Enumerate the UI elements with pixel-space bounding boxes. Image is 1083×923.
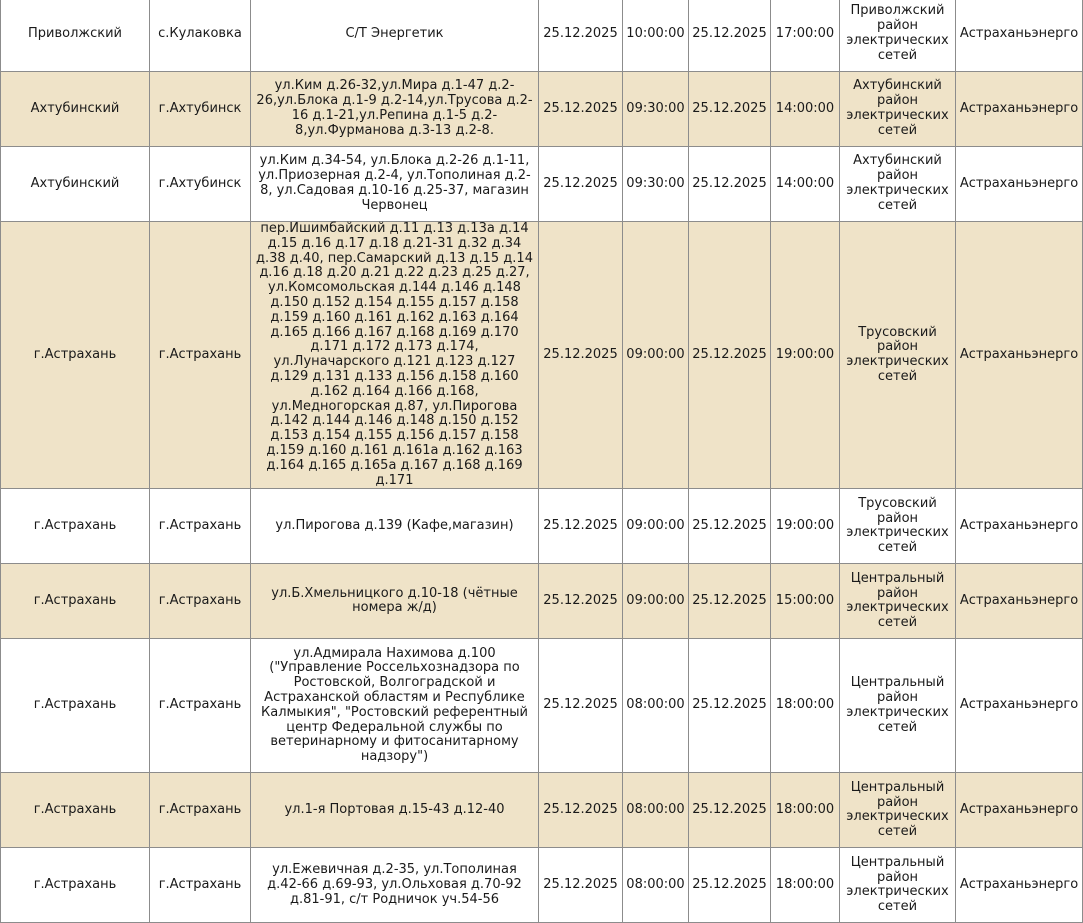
cell-end-date: 25.12.2025	[689, 147, 771, 222]
cell-addresses: С/Т Энергетик	[251, 0, 539, 72]
cell-organization: Астраханьэнерго	[956, 0, 1083, 72]
cell-start-time: 08:00:00	[623, 848, 689, 923]
cell-end-time: 18:00:00	[771, 848, 840, 923]
cell-start-date: 25.12.2025	[539, 147, 623, 222]
cell-network-unit: Центральный район электрических сетей	[840, 773, 956, 848]
cell-end-date: 25.12.2025	[689, 564, 771, 639]
cell-locality: г.Астрахань	[150, 773, 251, 848]
cell-addresses: ул.Б.Хмельницкого д.10-18 (чётные номера ж/д)	[251, 564, 539, 639]
cell-network-unit: Приволжский район электрических сетей	[840, 0, 956, 72]
cell-end-date: 25.12.2025	[689, 72, 771, 147]
cell-network-unit: Центральный район электрических сетей	[840, 564, 956, 639]
table-row	[1, 147, 1083, 222]
cell-district: г.Астрахань	[1, 639, 150, 773]
cell-organization: Астраханьэнерго	[956, 147, 1083, 222]
table-row	[1, 72, 1083, 147]
cell-start-time: 09:30:00	[623, 72, 689, 147]
cell-organization: Астраханьэнерго	[956, 72, 1083, 147]
cell-network-unit: Ахтубинский район электрических сетей	[840, 72, 956, 147]
cell-end-date: 25.12.2025	[689, 0, 771, 72]
cell-start-date: 25.12.2025	[539, 848, 623, 923]
cell-organization: Астраханьэнерго	[956, 773, 1083, 848]
cell-end-time: 18:00:00	[771, 773, 840, 848]
cell-locality: г.Астрахань	[150, 848, 251, 923]
cell-district: г.Астрахань	[1, 564, 150, 639]
cell-end-time: 15:00:00	[771, 564, 840, 639]
table-row	[1, 222, 1083, 489]
table-row	[1, 639, 1083, 773]
cell-start-time: 09:00:00	[623, 222, 689, 489]
cell-end-date: 25.12.2025	[689, 848, 771, 923]
cell-district: г.Астрахань	[1, 489, 150, 564]
cell-end-time: 19:00:00	[771, 222, 840, 489]
cell-start-date: 25.12.2025	[539, 639, 623, 773]
cell-district: г.Астрахань	[1, 848, 150, 923]
table-row	[1, 773, 1083, 848]
cell-locality: г.Астрахань	[150, 564, 251, 639]
cell-addresses: ул.Ким д.34-54, ул.Блока д.2-26 д.1-11, ул.Приозерная д.2-4, ул.Тополиная д.2-8, ул.Садовая д.10-16 д.25-37, магазин Червонец	[251, 147, 539, 222]
cell-district: Ахтубинский	[1, 72, 150, 147]
table-row	[1, 848, 1083, 923]
cell-start-date: 25.12.2025	[539, 489, 623, 564]
cell-end-date: 25.12.2025	[689, 489, 771, 564]
cell-organization: Астраханьэнерго	[956, 489, 1083, 564]
cell-network-unit: Трусовский район электрических сетей	[840, 489, 956, 564]
cell-district: г.Астрахань	[1, 773, 150, 848]
cell-start-time: 09:30:00	[623, 147, 689, 222]
cell-district: Приволжский	[1, 0, 150, 72]
cell-addresses: ул.Ким д.26-32,ул.Мира д.1-47 д.2-26,ул.Блока д.1-9 д.2-14,ул.Трусова д.2-16 д.1-21,ул.Репина д.1-5 д.2-8,ул.Фурманова д.3-13 д.2-8.	[251, 72, 539, 147]
cell-network-unit: Ахтубинский район электрических сетей	[840, 147, 956, 222]
cell-network-unit: Центральный район электрических сетей	[840, 848, 956, 923]
cell-start-date: 25.12.2025	[539, 222, 623, 489]
cell-end-time: 18:00:00	[771, 639, 840, 773]
cell-network-unit: Центральный район электрических сетей	[840, 639, 956, 773]
cell-locality: г.Ахтубинск	[150, 72, 251, 147]
cell-start-time: 09:00:00	[623, 564, 689, 639]
table-row	[1, 489, 1083, 564]
cell-end-time: 17:00:00	[771, 0, 840, 72]
cell-addresses: ул.Адмирала Нахимова д.100 ("Управление Россельхознадзора по Ростовской, Волгоградской и Астраханской областям и Республике Калмыкия", "Ростовский референтный центр Федеральной службы по ветеринарному и фитосанитарному надзору")	[251, 639, 539, 773]
cell-start-date: 25.12.2025	[539, 0, 623, 72]
cell-addresses: ул.Ежевичная д.2-35, ул.Тополиная д.42-66 д.69-93, ул.Ольховая д.70-92 д.81-91, с/т Родничок уч.54-56	[251, 848, 539, 923]
cell-organization: Астраханьэнерго	[956, 639, 1083, 773]
cell-addresses: ул.Пирогова д.139 (Кафе,магазин)	[251, 489, 539, 564]
cell-district: г.Астрахань	[1, 222, 150, 489]
cell-district: Ахтубинский	[1, 147, 150, 222]
cell-end-date: 25.12.2025	[689, 639, 771, 773]
cell-end-date: 25.12.2025	[689, 773, 771, 848]
cell-start-time: 08:00:00	[623, 773, 689, 848]
cell-network-unit: Трусовский район электрических сетей	[840, 222, 956, 489]
cell-organization: Астраханьэнерго	[956, 848, 1083, 923]
cell-start-date: 25.12.2025	[539, 72, 623, 147]
cell-locality: с.Кулаковка	[150, 0, 251, 72]
cell-start-time: 09:00:00	[623, 489, 689, 564]
cell-end-date: 25.12.2025	[689, 222, 771, 489]
table-row	[1, 564, 1083, 639]
cell-addresses: ул.1-я Портовая д.15-43 д.12-40	[251, 773, 539, 848]
cell-end-time: 14:00:00	[771, 147, 840, 222]
cell-locality: г.Астрахань	[150, 222, 251, 489]
cell-start-time: 10:00:00	[623, 0, 689, 72]
cell-end-time: 14:00:00	[771, 72, 840, 147]
cell-start-date: 25.12.2025	[539, 564, 623, 639]
cell-end-time: 19:00:00	[771, 489, 840, 564]
cell-addresses: пер.Ишимбайский д.11 д.13 д.13а д.14 д.15 д.16 д.17 д.18 д.21-31 д.32 д.34 д.38 д.40, пер.Самарский д.13 д.15 д.14 д.16 д.18 д.20 д.21 д.22 д.23 д.25 д.27, ул.Комсомольская д.144 д.146 д.148 д.150 д.152 д.154 д.155 д.157 д.158 д.159 д.160 д.161 д.162 д.163 д.164 д.165 д.166 д.167 д.168 д.169 д.170 д.171 д.172 д.173 д.174, ул.Луначарского д.121 д.123 д.127 д.129 д.131 д.133 д.156 д.158 д.160 д.162 д.164 д.166 д.168, ул.Медногорская д.87, ул.Пирогова д.142 д.144 д.146 д.148 д.150 д.152 д.153 д.154 д.155 д.156 д.157 д.158 д.159 д.160 д.161 д.161а д.162 д.163 д.164 д.165 д.165а д.167 д.168 д.169 д.171	[251, 222, 539, 489]
cell-start-date: 25.12.2025	[539, 773, 623, 848]
table-row	[1, 0, 1083, 72]
cell-start-time: 08:00:00	[623, 639, 689, 773]
cell-locality: г.Астрахань	[150, 489, 251, 564]
cell-locality: г.Ахтубинск	[150, 147, 251, 222]
cell-locality: г.Астрахань	[150, 639, 251, 773]
cell-organization: Астраханьэнерго	[956, 564, 1083, 639]
cell-organization: Астраханьэнерго	[956, 222, 1083, 489]
